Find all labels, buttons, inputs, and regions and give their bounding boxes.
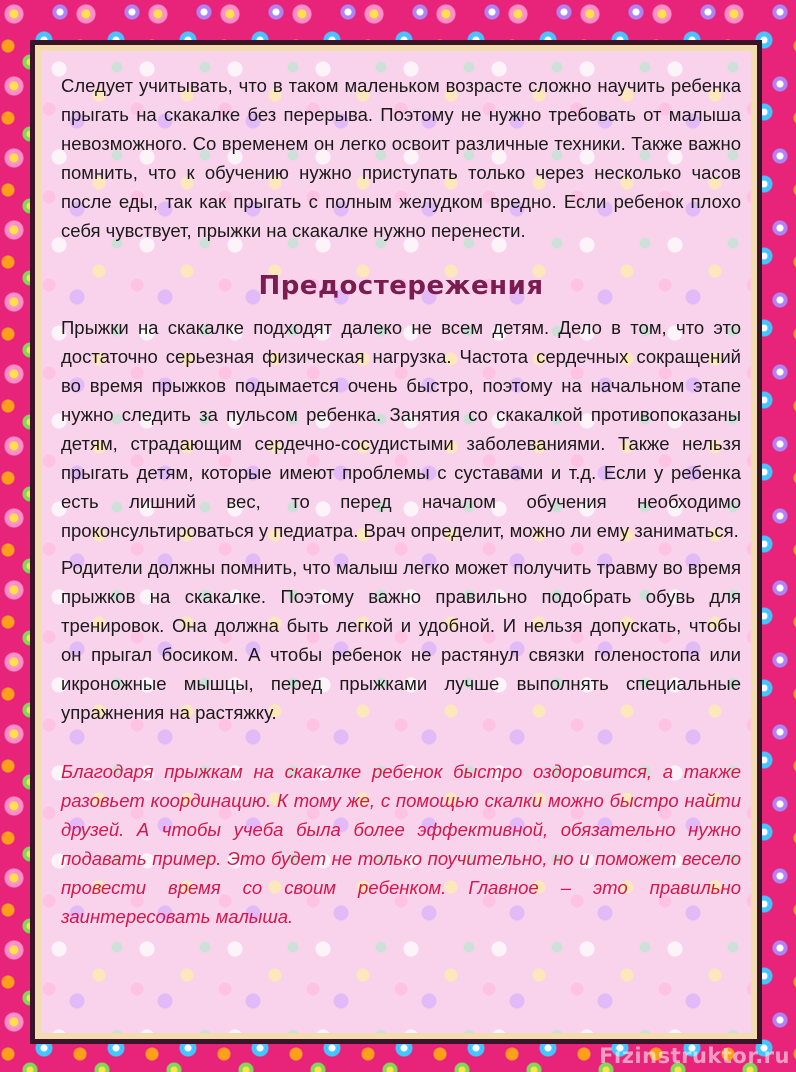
content-panel xyxy=(35,45,757,1039)
intro-paragraph: Следует учитывать, что в таком маленьком возрасте сложно научить ребенка прыгать на скакалке без перерыва. Поэтому не нужно требовать от малыша невозможного. Со временем он легко освоит различные техники. Также важно помнить, что к обучению нужно приступать только через несколько часов после еды, так как прыгать с полным желудком вредно. Если ребенок плохо себя чувствует, прыжки на скакалке нужно перенести. xyxy=(61,75,741,241)
section-heading: Предостережения xyxy=(258,271,544,301)
article-body xyxy=(61,71,741,931)
warning-paragraph-2: Родители должны помнить, что малыш легко может получить травму во время прыжков на скакалке. Поэтому важно правильно подобрать обувь для тренировок. Она должна быть легкой и удобной. И нельзя допускать, чтобы он прыгал босиком. А чтобы ребенок не растянул связки голеностопа или икроножные мышцы, перед прыжками лучше выполнять специальные упражнения на растяжку. xyxy=(61,557,741,723)
warning-paragraph-1: Прыжки на скакалке подходят далеко не всем детям. Дело в том, что это достаточно серьезная физическая нагрузка. Частота сердечных сокращений во время прыжков подымается очень быстро, поэтому на начальном этапе нужно следить за пульсом ребенка. Занятия со скакалкой противопоказаны детям, страдающим сердечно-сосудистыми заболеваниями. Также нельзя прыгать детям, которые имеют проблемы с суставами и т.д. Если у ребенка есть лишний вес, то перед началом обучения необходимо проконсультироваться у педиатра. Врач определит, можно ли ему заниматься. xyxy=(61,317,741,541)
page-frame xyxy=(30,40,762,1044)
site-watermark: Fizinstruktor.ru xyxy=(599,1044,790,1068)
closing-paragraph: Благодаря прыжкам на скакалке ребенок быстро оздоровится, а также разовьет координацию. К тому же, с помощью скалки можно быстро найти друзей. А чтобы учеба была более эффективной, обязательно нужно подавать пример. Это будет не только поучительно, но и поможет весело провести время со своим ребенком. Главное – это правильно заинтересовать малыша. xyxy=(61,761,741,927)
